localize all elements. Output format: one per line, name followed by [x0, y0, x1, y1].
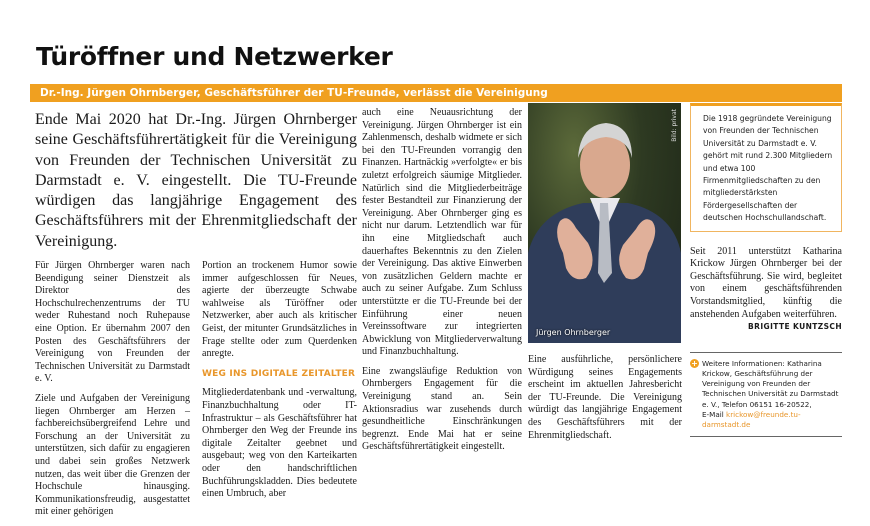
- article-title: Türöffner und Netzwerker: [36, 42, 393, 71]
- paragraph: auch eine Neuausrichtung der Vereinigung. Jürgen Ohrnberger ist ein Zahlenmensch, deshalb widmete er sich bei den TU-Freunden vorrangig den Finanzen. Hartnäckig »verfolgte« er bis zuletzt erfolgreich säumige Mitglieder. Natürlich sind die Mitgliederbeiträge fester Bestandteil zur Finanzierung der Vereinigung. Aber Ohrnberger ging es nicht nur darum. Letztendlich war für ihn eine Mitgliedschaft auch dauerhaftes Bekenntnis zu den Zielen der Vereinigung. Das aktive Einwerben von zusätzlichen Geldern machte er auch zu seiner Aufgabe. Zum Schluss unterstützte er die TU-Freunde bei der Einführung einer neuen Vereinssoftware zur integrierten Abwicklung von Mitgliederverwaltung und Finanzbuchhaltung.: [362, 107, 522, 358]
- article-subtitle-bar: Dr.-Ing. Jürgen Ohrnberger, Geschäftsführer der TU-Freunde, verlässt die Vereinigung: [30, 84, 842, 102]
- column-4: [528, 354, 682, 449]
- portrait-photo: [528, 103, 681, 343]
- section-heading: WEG INS DIGITALE ZEITALTER: [202, 368, 356, 379]
- plus-circle-icon: +: [691, 358, 698, 368]
- right-block: [690, 103, 842, 437]
- left-block: [35, 110, 357, 526]
- paragraph: Mitgliederdatenbank und -verwaltung, Finanzbuchhaltung oder IT-Infrastruktur – als Geschäftsführer hat Ohrnberger den Weg der Freunde ins digitale Zeitalter geebnet und ausgebaut; weg von den Karteikarten oder den handschriftlichen Buchführungskladden. Dies bedeutete einen Umbruch, aber: [202, 387, 357, 500]
- paragraph: Eine ausführliche, persönlichere Würdigung seines Engagements erscheint im aktuellen Jahresbericht der TU-Freunde. Die Vereinigung würdigt das langjährige Engagement des Geschäftsführers mit der Ehrenmitgliedschaft.: [528, 354, 682, 441]
- column-2: [202, 260, 357, 526]
- column-3: [362, 107, 522, 461]
- info-box-text: Die 1918 gegründete Vereinigung von Freunden der Technischen Universität zu Darmstadt e. V. gehört mit rund 2.300 Mitgliedern und etwa 100 Firmenmitgliedschaften zu den mitgliederstärksten Fördergesellschaften der deutschen Hochschullandschaft.: [703, 114, 833, 223]
- body-columns: [35, 260, 357, 526]
- more-info-box: [690, 352, 842, 437]
- column-5: [690, 246, 842, 334]
- email-link[interactable]: krickow@freunde.tu-darmstadt.de: [702, 409, 801, 430]
- paragraph: Für Jürgen Ohrnberger waren nach Beendigung seiner Dienstzeit als Direktor des Hochschulrechenzentrums der TU weder Ruhestand noch Ruhepause eine Option. Er übernahm 2007 den Posten des Geschäftsführers der Vereinigung von Freunden der Technischen Universität zu Darmstadt e. V.: [35, 260, 190, 385]
- paragraph: Eine zwangsläufige Reduktion von Ohrnbergers Engagement für die Vereinigung stand an. Sein Aktionsradius war zusehends durch gesundheitliche Einschränkungen begrenzt. Ende Mai hat er seine Geschäftsführertätigkeit eingestellt.: [362, 365, 522, 453]
- email-label: E-Mail: [702, 409, 724, 419]
- column-1: [35, 260, 190, 526]
- portrait-illustration: [528, 103, 681, 343]
- author-byline: BRIGITTE KUNTZSCH: [748, 322, 842, 332]
- paragraph: Portion an trockenem Humor sowie immer aufgeschlossen für Neues, agierte der überzeugte Schwabe wahlweise als Türöffner oder Netzwerker, aber auch als kritischer Geist, der mitunter Grundsätzliches in Frage stellte oder zum Querdenken anregte.: [202, 260, 357, 360]
- article-lead: Ende Mai 2020 hat Dr.-Ing. Jürgen Ohrnberger seine Geschäftsführertätigkeit für die Vereinigung von Freunden der Technischen Universität zu Darmstadt e. V. eingestellt. Die TU-Freunde würdigen das langjährige Engagement des Geschäftsführers mit der Ehrenmitgliedschaft der Vereinigung.: [35, 111, 357, 250]
- photo-caption: Jürgen Ohrnberger: [536, 328, 611, 337]
- info-box: [690, 103, 842, 232]
- photo-credit: Bild: privat: [671, 109, 678, 142]
- paragraph: Ziele und Aufgaben der Vereinigung liegen Ohrnberger am Herzen – fachbereichsübergreifend Lehre und Forschung an der Universität zu unterstützen, sich dafür zu engagieren und dabei sein großes Netzwerk nutzen, das weit über die Grenzen der Hochschule hinausging. Kommunikationsfreudig, ausgestattet mit einer gehörigen: [35, 393, 190, 518]
- more-info-text: Weitere Informationen: Katharina Krickow, Geschäftsführung der Vereinigung von Freunden der Technischen Universität zu Darmstadt e. V., Telefon 06151 16-20522,: [702, 358, 839, 409]
- paragraph: Seit 2011 unterstützt Katharina Krickow Jürgen Ohrnberger bei der Geschäftsführung. Sie wird, begleitet von einem geschäftsführenden Vorstandsmitglied, künftig die anstehenden Aufgaben weiterführen.: [690, 245, 842, 320]
